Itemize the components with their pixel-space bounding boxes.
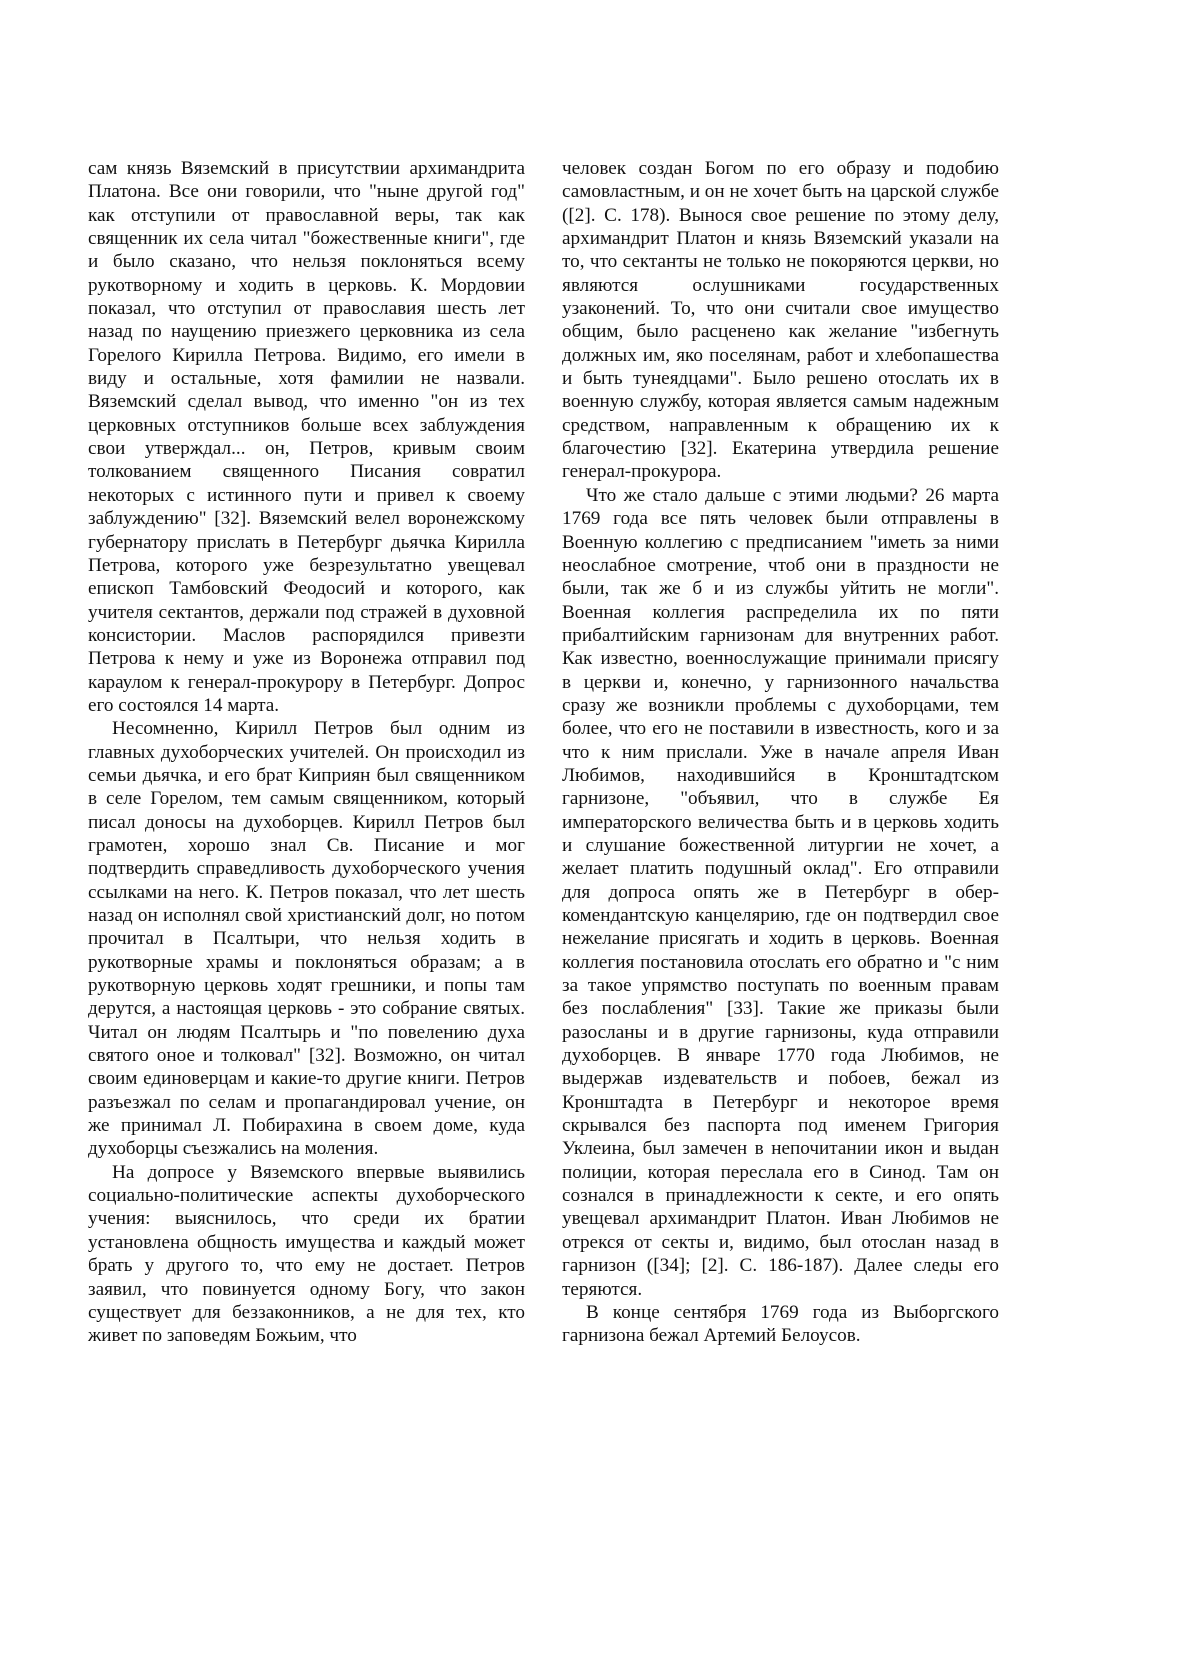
paragraph: сам князь Вяземский в присутствии архимандрита Платона. Все они говорили, что "ныне другой год" как отступили от православной веры, так как священник их села читал "божественные книги", где и было сказано, что нельзя поклоняться всему рукотворному и ходить в церковь. К. Мордовии показал, что отступил от православия шесть лет назад по наущению приезжего церковника из села Горелого Кирилла Петрова. Видимо, его имели в виду и остальные, хотя фамилии не назвали. Вяземский сделал вывод, что именно "он из тех церковных отступников больше всех заблуждения свои утверждал... он, Петров, кривым своим толкованием священного Писания совратил некоторых с истинного пути и привел к своему заблуждению" [32]. Вяземский велел воронежскому губернатору прислать в Петербург дьячка Кирилла Петрова, которого уже безрезультатно увещевал епископ Тамбовский Феодосий и которого, как учителя сектантов, держали под стражей в духовной консистории. Маслов распорядился привезти Петрова к нему и уже из Воронежа отправил под караулом к генерал-прокурору в Петербург. Допрос его состоялся 14 марта.: [88, 158, 525, 716]
paragraph: Несомненно, Кирилл Петров был одним из главных духоборческих учителей. Он происходил из семьи дьячка, и его брат Киприян был священником в селе Горелом, тем самым священником, который писал доносы на духоборцев. Кирилл Петров был грамотен, хорошо знал Св. Писание и мог подтвердить справедливость духоборческого учения ссылками на него. К. Петров показал, что лет шесть назад он исполнял свой христианский долг, но потом прочитал в Псалтыри, что нельзя ходить в рукотворные храмы и поклоняться образам; а в рукотворную церковь ходят грешники, и попы там дерутся, а настоящая церковь - это собрание святых. Читал он людям Псалтырь и "по повелению духа святого оное и толковал" [32]. Возможно, он читал своим единоверцам и какие-то другие книги. Петров разъезжал по селам и пропагандировал учение, он же принимал Л. Побирахина в своем доме, куда духоборцы съезжались на моления.: [88, 718, 525, 1160]
paragraph: На допросе у Вяземского впервые выявились социально-политические аспекты духоборческого учения: выяснилось, что среди их братии установлена общность имущества и каждый может брать у другого то, что ему не достает. Петров заявил, что повинуется одному Богу, что закон существует для беззаконников, а не для тех, кто живет по заповедям Божьим, что: [88, 1161, 525, 1347]
paragraph: Что же стало дальше с этими людьми? 26 марта 1769 года все пять человек были отправлены в Военную коллегию с предписанием "иметь за ними неослабное смотрение, чтоб они в праздности не были, так же б и из службы уйтить не могли". Военная коллегия распределила их по пяти прибалтийским гарнизонам для внутренних работ. Как известно, военнослужащие принимали присягу в церкви и, конечно, у гарнизонного начальства сразу же возникли проблемы с духоборцами, тем более, что его не поставили в известность, кого и за что к ним прислали. Уже в начале апреля Иван Любимов, находившийся в Кронштадтском гарнизоне, "объявил, что в службе Ея императорского величества быть и в церковь ходить и слушание божественной литургии не хочет, а желает платить подушный оклад". Его отправили для допроса опять же в Петербург в обер-комендантскую канцелярию, где он подтвердил свое нежелание присягать и ходить в церковь. Военная коллегия постановила отослать его обратно и "с ним за такое упрямство поступать по военным правам без послабления" [33]. Такие же приказы были разосланы и в другие гарнизоны, куда отправили духоборцев. В январе 1770 года Любимов, не выдержав издевательств и побоев, бежал из Кронштадта в Петербург и некоторое время скрывался без паспорта под именем Григория Уклеина, был замечен в непочитании икон и выдан полиции, которая переслала его в Синод. Там он сознался в принадлежности к секте, и его опять увещевал архимандрит Платон. Иван Любимов не отрекся от секты и, видимо, был отослан назад в гарнизон ([34]; [2]. С. 186-187). Далее следы его теряются.: [562, 484, 999, 1300]
paragraph: В конце сентября 1769 года из Выборгского гарнизона бежал Артемий Белоусов.: [562, 1301, 999, 1347]
text-column-right: [562, 157, 999, 1348]
paragraph: человек создан Богом по его образу и подобию самовластным, и он не хочет быть на царской службе ([2]. С. 178). Вынося свое решение по этому делу, архимандрит Платон и князь Вяземский указали на то, что сектанты не только не покоряются церкви, но являются ослушниками государственных узаконений. То, что они считали свое имущество общим, было расценено как желание "избегнуть должных им, яко поселянам, работ и хлебопашества и быть тунеядцами". Было решено отослать их в военную службу, которая является самым надежным средством, направленным к обращению их к благочестию [32]. Екатерина утвердила решение генерал-прокурора.: [562, 158, 999, 483]
text-column-left: [88, 157, 525, 1348]
